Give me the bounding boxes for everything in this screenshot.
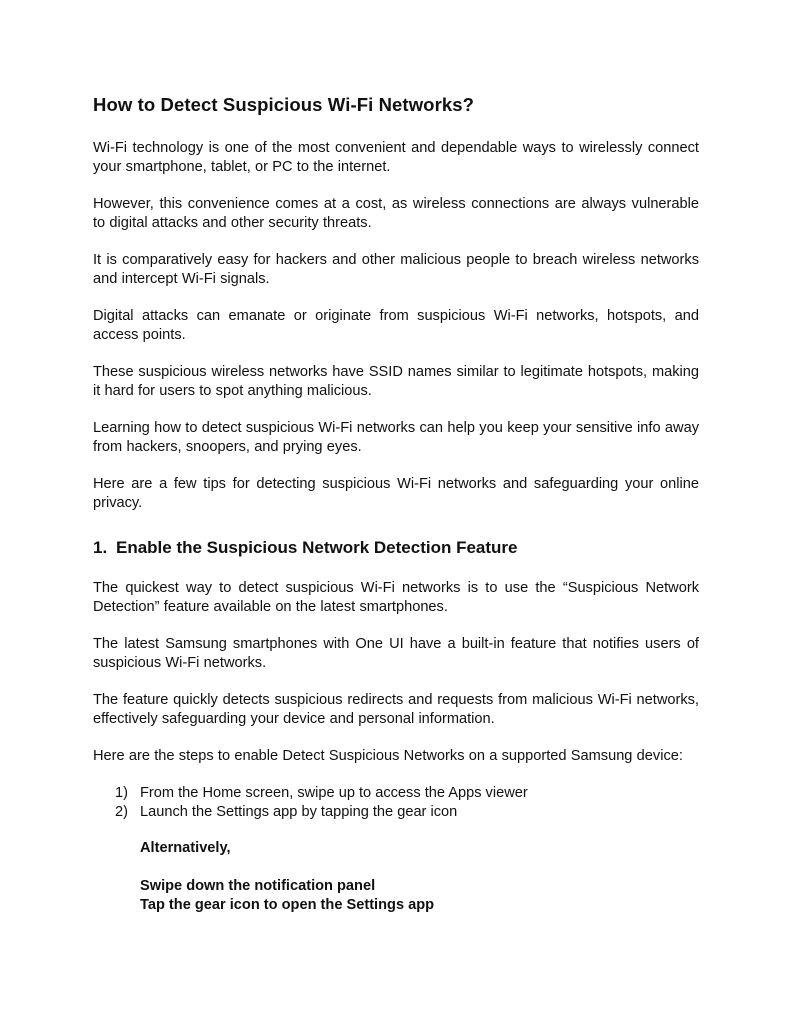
intro-paragraph-6: Learning how to detect suspicious Wi-Fi networks can help you keep your sensitive info away from hackers, snoopers, and prying eyes. [93, 420, 699, 455]
steps-list [93, 784, 699, 822]
list-item [93, 803, 699, 822]
alternative-heading: Alternatively, [140, 839, 231, 856]
document-title: How to Detect Suspicious Wi-Fi Networks? [93, 94, 475, 115]
intro-paragraph-1: Wi-Fi technology is one of the most convenient and dependable ways to wirelessly connect your smartphone, tablet, or PC to the internet. [93, 140, 699, 175]
list-item [93, 784, 699, 803]
intro-paragraph-7: Here are a few tips for detecting suspicious Wi-Fi networks and safeguarding your online privacy. [93, 476, 699, 511]
section-number: 1. [93, 538, 108, 557]
intro-paragraph-3: It is comparatively easy for hackers and other malicious people to breach wireless networks and intercept Wi-Fi signals. [93, 252, 699, 287]
section-paragraph-1: The quickest way to detect suspicious Wi-Fi networks is to use the “Suspicious Network Detection” feature available on the latest smartphones. [93, 580, 699, 615]
list-item-text: Launch the Settings app by tapping the gear icon [140, 803, 458, 820]
intro-paragraph-2: However, this convenience comes at a cost, as wireless connections are always vulnerable to digital attacks and other security threats. [93, 196, 699, 231]
section-heading [93, 537, 699, 559]
section-paragraph-4: Here are the steps to enable Detect Suspicious Networks on a supported Samsung device: [93, 748, 683, 764]
intro-paragraph-4: Digital attacks can emanate or originate from suspicious Wi-Fi networks, hotspots, and access points. [93, 308, 699, 343]
alternative-block [140, 839, 699, 915]
list-item-marker: 2) [115, 803, 128, 820]
alternative-line-2: Tap the gear icon to open the Settings app [140, 896, 435, 913]
alternative-line-1: Swipe down the notification panel [140, 877, 376, 894]
document-page [93, 93, 699, 915]
list-item-marker: 1) [115, 784, 128, 801]
intro-paragraph-5: These suspicious wireless networks have SSID names similar to legitimate hotspots, making it hard for users to spot anything malicious. [93, 364, 699, 399]
list-item-text: From the Home screen, swipe up to access the Apps viewer [140, 784, 528, 801]
section-heading-text: Enable the Suspicious Network Detection Feature [116, 538, 518, 557]
section-paragraph-3: The feature quickly detects suspicious redirects and requests from malicious Wi-Fi networks, effectively safeguarding your device and personal information. [93, 692, 699, 727]
section-paragraph-2: The latest Samsung smartphones with One UI have a built-in feature that notifies users of suspicious Wi-Fi networks. [93, 636, 699, 671]
